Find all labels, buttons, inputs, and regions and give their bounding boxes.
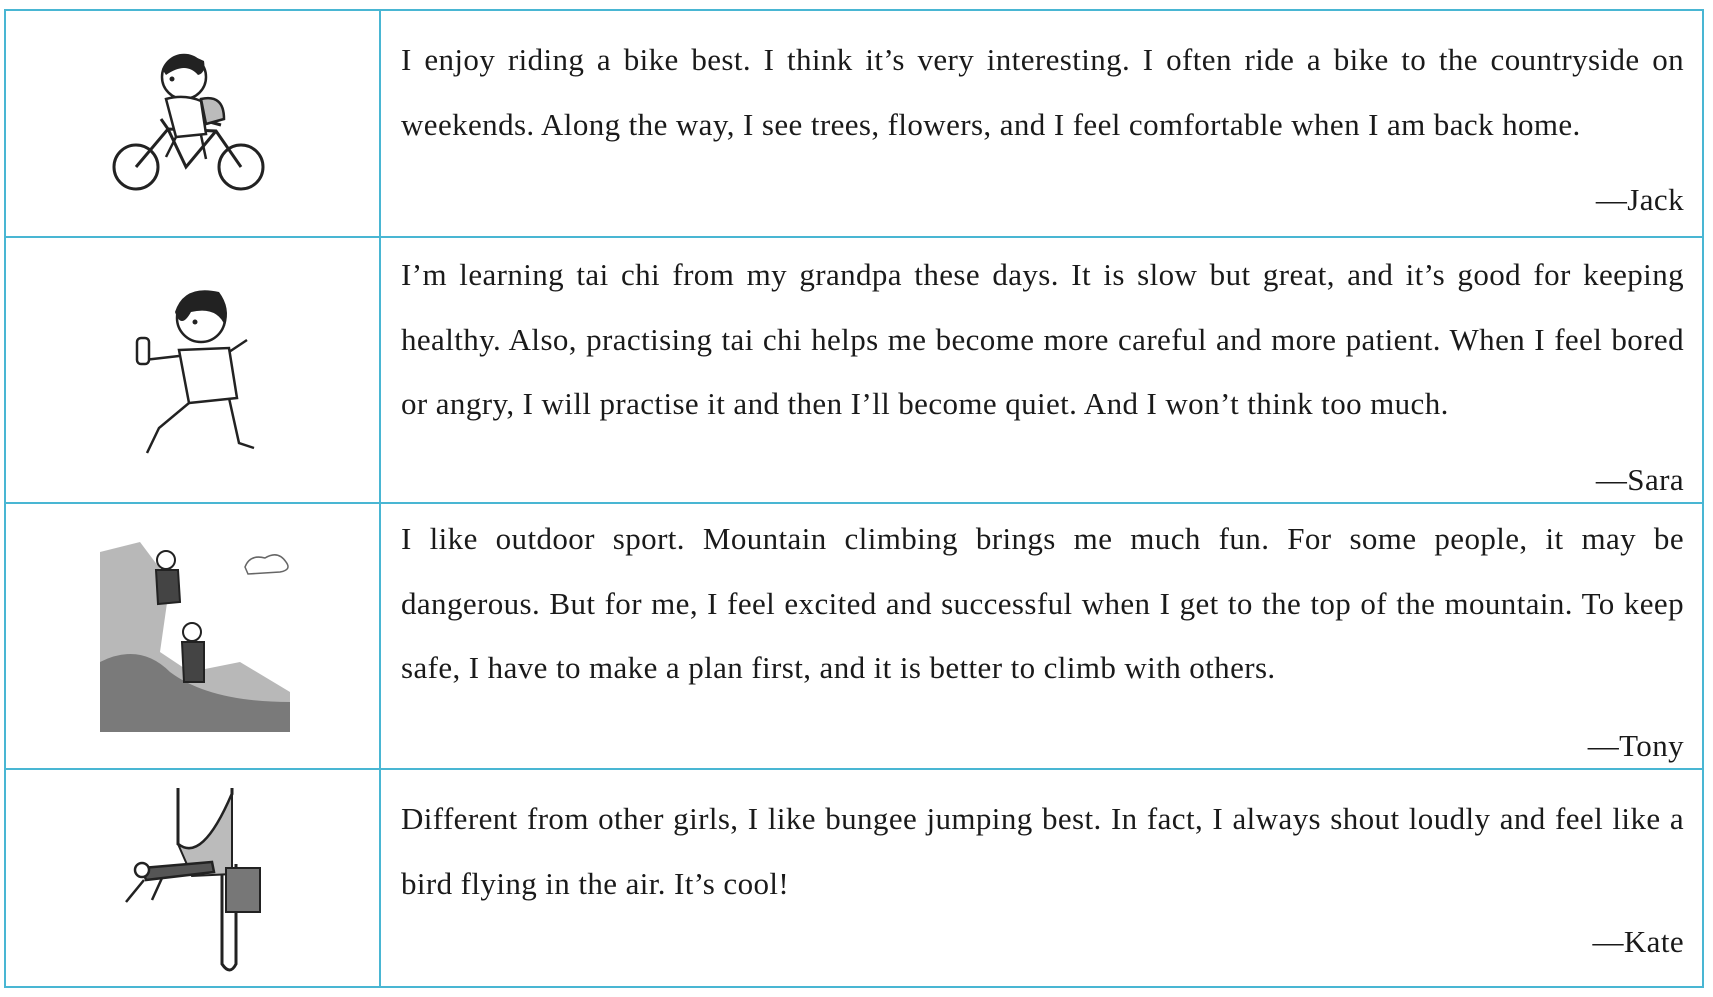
signature-tony: —Tony bbox=[1587, 728, 1684, 763]
tai-chi-icon bbox=[129, 278, 269, 463]
passage-text-sara bbox=[401, 238, 1684, 502]
table-row-sara bbox=[6, 238, 1702, 504]
passage-paragraph: Different from other girls, I like bungee jumping best. In fact, I always shout loudly and feel like a bird flying in the air. It’s cool! bbox=[401, 801, 1684, 901]
passage-paragraph: I enjoy riding a bike best. I think it’s very interesting. I often ride a bike to the countryside on weekends. Along the way, I see trees, flowers, and I feel comfortable when I am back home. bbox=[401, 42, 1684, 142]
bike-icon bbox=[106, 39, 276, 199]
bungee-icon bbox=[122, 784, 272, 974]
passage-text-tony bbox=[401, 504, 1684, 768]
signature-kate: —Kate bbox=[1592, 924, 1684, 959]
passage-table bbox=[4, 9, 1704, 988]
passage-paragraph: I like outdoor sport. Mountain climbing brings me much fun. For some people, it may be dangerous. But for me, I feel excited and successful when I get to the top of the mountain. To keep safe, I have to make a plan first, and it is better to climb with others. bbox=[401, 521, 1684, 685]
bungee-jumper-illustration bbox=[6, 770, 381, 986]
table-row-jack bbox=[6, 11, 1702, 238]
boy-riding-bike-illustration bbox=[6, 11, 381, 236]
girl-practising-tai-chi-illustration bbox=[6, 238, 381, 502]
mountain-icon bbox=[100, 542, 290, 732]
passage-paragraph: I’m learning tai chi from my grandpa these days. It is slow but great, and it’s good for keeping healthy. Also, practising tai chi helps me become more careful and more patient. When I feel bored or angry, I will practise it and then I’ll become quiet. And I won’t think too much. bbox=[401, 257, 1684, 421]
table-row-kate bbox=[6, 770, 1702, 986]
passage-text-jack bbox=[401, 11, 1684, 236]
mountain-climbers-illustration bbox=[6, 504, 381, 768]
passage-text-kate bbox=[401, 770, 1684, 986]
signature-jack: —Jack bbox=[1595, 182, 1684, 217]
table-row-tony bbox=[6, 504, 1702, 770]
signature-sara: —Sara bbox=[1595, 462, 1684, 497]
